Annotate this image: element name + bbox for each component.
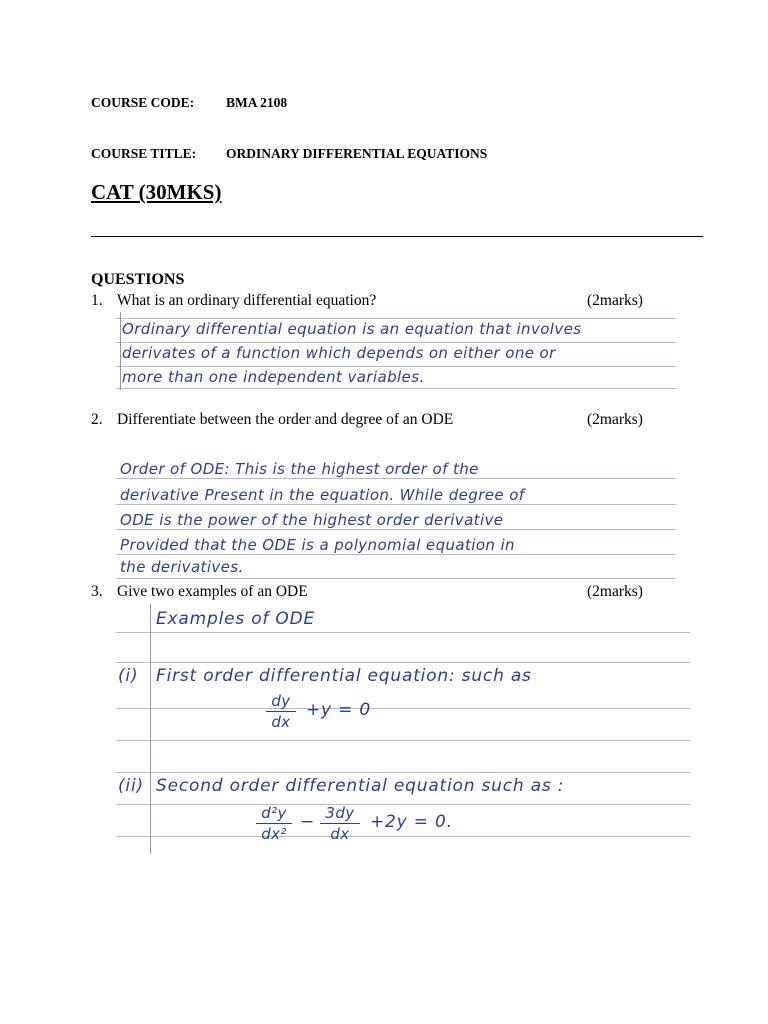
answer-2-line-1: Order of ODE: This is the highest order of the xyxy=(120,460,479,478)
example-2-fraction-2 xyxy=(320,804,360,843)
example-1-numerator: dy xyxy=(271,692,291,710)
answer-1-line-3: more than one independent variables. xyxy=(122,368,425,386)
example-2-fraction-2-numerator: 3dy xyxy=(325,804,355,822)
answer-2-line-2: derivative Present in the equation. While degree of xyxy=(120,486,525,504)
example-1-rest: +y = 0 xyxy=(306,700,371,720)
question-2-marks: (2marks) xyxy=(587,411,643,428)
example-1-denominator: dx xyxy=(271,713,291,731)
answer-2-line-4: Provided that the ODE is a polynomial equation in xyxy=(120,536,515,554)
example-2-fraction-1 xyxy=(256,804,292,843)
question-1-marks: (2marks) xyxy=(587,292,643,309)
example-1-label: (i) xyxy=(118,666,139,686)
answer-2-sheet xyxy=(116,452,676,580)
example-2-rest: +2y = 0. xyxy=(370,812,453,832)
example-2-label: (ii) xyxy=(118,776,144,796)
course-title-value: ORDINARY DIFFERENTIAL EQUATIONS xyxy=(226,146,488,161)
example-2-fraction-1-denominator: dx² xyxy=(261,825,287,843)
answer-1-sheet xyxy=(116,312,676,390)
answer-2-line-5: the derivatives. xyxy=(120,558,244,576)
answer-2-line-3: ODE is the power of the highest order derivative xyxy=(120,511,504,529)
header-divider xyxy=(91,236,703,237)
question-3-number: 3. xyxy=(91,583,103,600)
course-code-label: COURSE CODE: xyxy=(91,95,195,110)
question-1-text: What is an ordinary differential equation? xyxy=(117,292,377,309)
question-2-text: Differentiate between the order and degree of an ODE xyxy=(117,411,454,428)
answer-1-line-1: Ordinary differential equation is an equation that involves xyxy=(122,320,582,338)
cat-heading: CAT (30MKS) xyxy=(91,180,222,204)
question-3-marks: (2marks) xyxy=(587,583,643,600)
example-1-text: First order differential equation: such as xyxy=(156,666,532,686)
question-1-number: 1. xyxy=(91,292,103,309)
question-2-number: 2. xyxy=(91,411,103,428)
course-title-label: COURSE TITLE: xyxy=(91,146,197,161)
course-code-value: BMA 2108 xyxy=(226,95,288,110)
example-1-fraction xyxy=(266,692,296,731)
questions-heading: QUESTIONS xyxy=(91,271,185,288)
question-3-text: Give two examples of an ODE xyxy=(117,583,308,600)
example-2-minus: − xyxy=(300,812,316,832)
answer-3-sheet xyxy=(116,604,690,854)
example-2-fraction-1-numerator: d²y xyxy=(261,804,287,822)
example-2-fraction-2-denominator: dx xyxy=(330,825,350,843)
answer-3-title: Examples of ODE xyxy=(156,609,316,629)
example-2-text: Second order differential equation such as : xyxy=(156,776,565,796)
answer-1-line-2: derivates of a function which depends on either one or xyxy=(122,344,556,362)
